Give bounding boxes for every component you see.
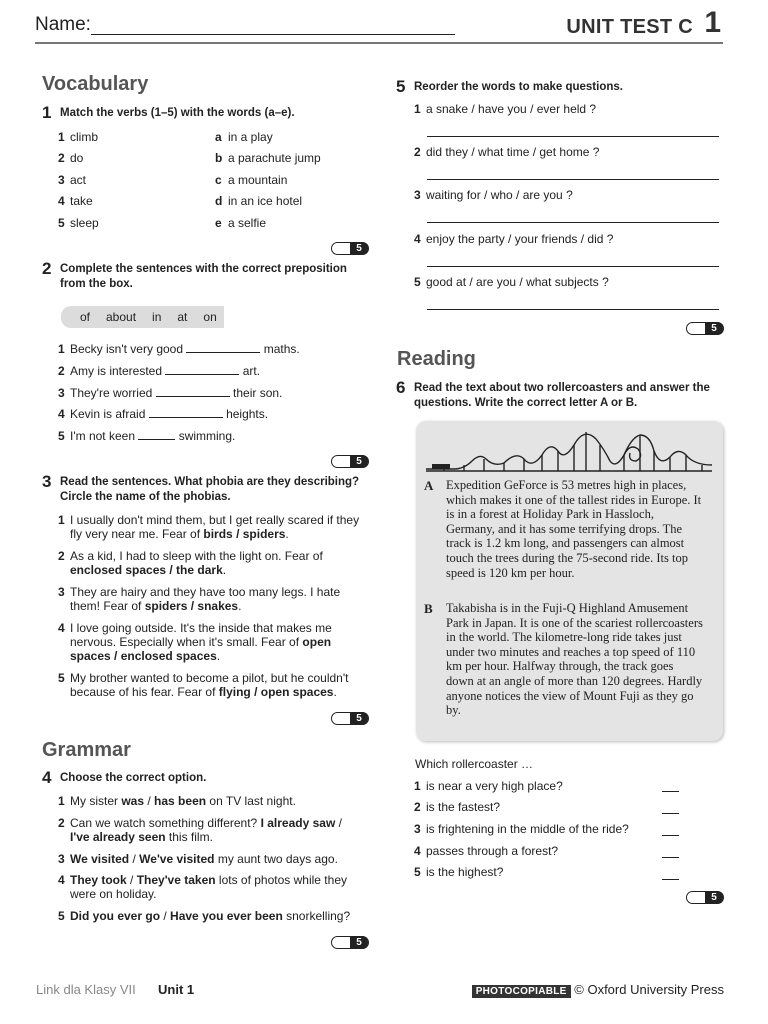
exercise-4-instruction: Choose the correct option. [60, 772, 207, 784]
copyright-text: © Oxford University Press [574, 982, 724, 997]
page-header [35, 8, 723, 44]
option-b[interactable]: Have you ever been [170, 909, 283, 923]
answer-line[interactable] [427, 309, 719, 310]
exercise-3-number: 3 [42, 472, 52, 491]
test-page: Name: UNIT TEST C 1 Vocabulary 1 Match the verbs (1–5) with the words (a–e). 1 climb 2 do 3 act 4 take 5 sleep a in a play b a parachute jump c a mountain d in an ice hotel e a selfie 5 2 Complete the sentences with the correct preposition from the box. of about in at on 1 Becky isn't very good maths. 2 Amy is interested art. 3 They're worried their son. 4 Kevin is afraid heights. 5 I'm not keen swimming. 5 3 Read the sentences. What phobia are they describing? Circle the name of the phobias. 1 I usually don't mind them, but I get really scared if they fly very near me. Fear of birds / spiders. 2 As a kid, I had to sleep with the light on. Fear of enclosed spaces / the dark. 3 They are hairy and they have too many legs. I hate them! Fear of spiders / snakes. 4 I love going outside. It's the inside that makes me nervous. Especially when it's small. Fear of open spaces / enclosed spaces. 5 My brother wanted to become a pilot, but he couldn't because of his fear. Fear of flying / open spaces. 5 Grammar 4 Choose the correct option. 1 My sister was / has been on TV last night. 2 Can we watch something different? I already saw / I've already seen this film. 3 We visited / We've visited my aunt two days ago. 4 They took / They've taken lots of photos while they were on holiday. 5 Did you ever go / Have you ever been snorkelling? 5 5 Reorder the words to make questions. 1 a snake / have you / ever held ? 2 did they / what time / get home ? 3 waiting for / who / are you ? 4 enjoy the party / your friends / did ? 5 good at / are you / what subjects ? 5 Reading 6 Read the text about two rollercoasters and answer the questions. Write the correct letter A or B. A Expedition GeForce is 53 metres high in places, which makes it one of the tallest rides in Europe. It is in a forest at Holiday Park in Hassloch, Germany, and it has some terrifying drops. The track is 1.2 km long, and passengers can almost touch the trees during the 75-second ride. Its top speed is 120 km per hour. B Takabisha is in the Fuji-Q Highland Amusement Park in Japan. It is one of the scariest rollercoasters in the world. The kilometre-long ride takes just under two minutes and reaches a top speed of 110 km per hour. Halfway through, the track goes down at an angle of more than 120 degrees. Hardly anyone notices the view of Mount Fuji as they go by. Which rollercoaster … 1 is near a very high place? 2 is the fastest? 3 is frightening in the middle of the ride? 4 passes through a forest? 5 is the highest? 5 Link dla Klasy VII Unit 1 PHOTOCOPIABLE © Oxford University Press [35, 6, 724, 997]
rollercoaster-illustration [424, 425, 714, 477]
phobia-options[interactable]: birds / spiders [203, 527, 286, 541]
option-a[interactable]: was [121, 794, 145, 808]
option-b[interactable]: They've taken [136, 873, 216, 887]
footer-series: Link dla Klasy VII [36, 982, 136, 997]
name-field-line[interactable] [91, 34, 455, 35]
question-stem: Which rollercoaster … [415, 757, 534, 771]
answer-blank[interactable] [165, 364, 239, 375]
footer-unit: Unit 1 [158, 982, 195, 997]
answer-blank[interactable] [662, 857, 679, 858]
option-b[interactable]: has been [154, 794, 207, 808]
option-a[interactable]: Did you ever go [70, 909, 161, 923]
unit-test-title: UNIT TEST C [566, 16, 693, 38]
option-b[interactable]: I've already seen [70, 830, 166, 844]
exercise-5-number: 5 [396, 77, 406, 96]
phobia-options[interactable]: open spaces / enclosed spaces [70, 635, 332, 663]
option-a[interactable]: They took [70, 873, 127, 887]
exercise-1-number: 1 [42, 103, 52, 122]
phobia-options[interactable]: flying / open spaces [218, 685, 334, 699]
phobia-options[interactable]: enclosed spaces / the dark [70, 563, 223, 577]
exercise-6-number: 6 [396, 378, 406, 397]
option-b[interactable]: We've visited [139, 852, 215, 866]
text-b: Takabisha is in the Fuji-Q Highland Amusement Park in Japan. It is one of the scariest rollercoasters in the world. The kilometre-long ride takes just under two minutes and reaches a top speed of 110 km per hour. Halfway through, the track goes down at an angle of more than 120 degrees. Hardly anyone notices the view of Mount Fuji as they go by. [446, 601, 703, 718]
text-a-letter: A [424, 478, 434, 493]
answer-blank[interactable] [662, 813, 679, 814]
footer-copyright-block [472, 982, 724, 997]
reading-text-box [416, 421, 723, 741]
text-b-letter: B [424, 601, 433, 616]
answer-line[interactable] [427, 266, 719, 267]
score-box[interactable]: 5 [331, 455, 369, 468]
exercise-6-instruction: Read the text about two rollercoasters and answer the questions. Write the correct letter A or B. [414, 382, 710, 409]
reading-title: Reading [397, 348, 476, 370]
answer-blank[interactable] [662, 835, 679, 836]
exercise-1-instruction: Match the verbs (1–5) with the words (a–e). [60, 107, 295, 119]
exercise-4-number: 4 [42, 768, 52, 787]
exercise-2-instruction: Complete the sentences with the correct preposition from the box. [60, 263, 347, 290]
vocabulary-title: Vocabulary [42, 73, 149, 95]
score-box[interactable]: 5 [686, 322, 724, 335]
answer-blank[interactable] [149, 407, 223, 418]
preposition-box: of about in at on [61, 306, 224, 328]
unit-number: 1 [704, 6, 721, 39]
score-box[interactable]: 5 [331, 936, 369, 949]
answer-line[interactable] [427, 136, 719, 137]
name-label: Name: [35, 14, 91, 35]
grammar-title: Grammar [42, 739, 131, 761]
answer-blank[interactable] [662, 879, 679, 880]
score-box[interactable]: 5 [331, 712, 369, 725]
answer-line[interactable] [427, 222, 719, 223]
photocopiable-badge: PHOTOCOPIABLE [472, 985, 571, 998]
exercise-2-number: 2 [42, 259, 52, 278]
answer-blank[interactable] [156, 386, 230, 397]
answer-blank[interactable] [186, 342, 260, 353]
answer-line[interactable] [427, 179, 719, 180]
score-box[interactable]: 5 [686, 891, 724, 904]
exercise-3-instruction: Read the sentences. What phobia are they describing? Circle the name of the phobias. [60, 476, 360, 503]
phobia-options[interactable]: spiders / snakes [144, 599, 239, 613]
answer-blank[interactable] [138, 429, 175, 440]
text-a: Expedition GeForce is 53 metres high in places, which makes it one of the tallest rides in Europe. It is in a forest at Holiday Park in Hassloch, Germany, and it has some terrifying drops. The track is 1.2 km long, and passengers can almost touch the trees during the 75-second ride. Its top speed is 120 km per hour. [446, 478, 702, 580]
option-a[interactable]: We visited [70, 852, 130, 866]
exercise-5-instruction: Reorder the words to make questions. [414, 81, 623, 93]
score-box[interactable]: 5 [331, 242, 369, 255]
option-a[interactable]: I already saw [260, 816, 336, 830]
answer-blank[interactable] [662, 791, 679, 792]
